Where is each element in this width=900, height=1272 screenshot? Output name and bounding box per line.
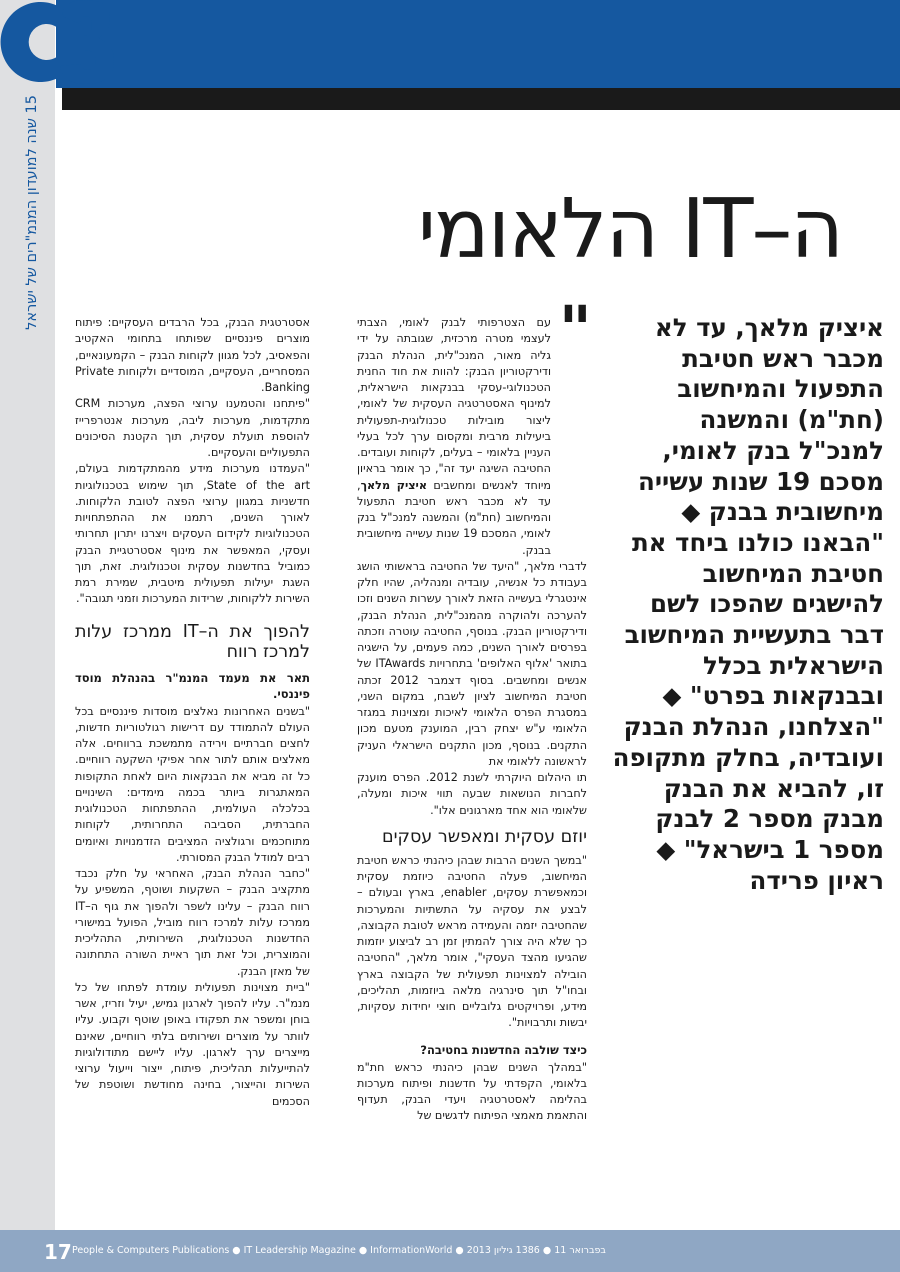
page-footer — [0, 1230, 900, 1272]
paragraph: "כחבר הנהלת הבנק, האחראי על חלק נכבד מתקציב הבנק – השקעות ושוטף, המשפיע על רווח הבנק – עלינו לשפר ולהפוך את גוף ה–IT ממרכז עלות למרכז רווח מוביל, הפועל במישורי החדשנות הטכנולוגית, השירותית, התהליכית והמוצרית, וכל זאת תוך ראיית השורה התחתונה של מאזן הבנק. — [75, 867, 310, 978]
article-intro: איציק מלאך, עד לא מכבר ראש חטיבת התפעול והמיחשוב (חת"מ) והמשנה למנכ"ל בנק לאומי, מסכם 19 שנות עשייה מיחשובית בבנק ◆ "הבאנו כולנו ביחד את חטיבת המיחשוב להישגים שהפכו לשם דבר בתעשיית המיחשוב הישראלית בכלל ובבנקאות בפרט" ◆ "הצלחנו, הנהלת הבנק ועובדיה, בחלק מתקופה זו, להביא את הבנק מבנק מספר 2 לבנק מספר 1 בישראל" ◆ ראיון פרידה — [612, 313, 884, 895]
left-column — [75, 315, 310, 1110]
paragraph: "העמדנו מערכות מידע מהמתקדמות בעולם, State of the art, תוך שימוש בטכנולוגיות חדשניות במגוון ערוצי הפצה לטובת הלקוחות. לאורך השנים, רתמנו את ההתפתחויות הטכנולוגיות לקידום העסקים ויצרנו יתרון תחרותי ועסקי, המאפשר את מינוף אסטרטגיית הבנק כמוביל בחדשנות עסקית וטכנולוגית. זאת, תוך השגת יעילות תפעולית מיטבית, שמירת רמת השירות ללקוחות, שרידות המערכות וזמני תגובה". — [75, 462, 310, 606]
paragraph: "במהלך השנים שבהן כיהנתי כראש חת"מ בלאומי, הקפדתי על חדשנות ופיתוח מערכות בהלימה לאסטרטגיה ויעדי הבנק, תעדוף והתאמת מאמצי הפיתוח לדגשים של — [357, 1060, 587, 1123]
paragraph: אסטרטגית הבנק, בכל הרבדים העסקיים: פיתוח מוצרים פיננסיים שפותחו בתחומי האקטיב והפאסיב, לכל מגוון לקוחות הבנק – הקמעונאיים, המסחריים, העסקיים, המוסדיים ולקוחות Private Banking. — [75, 316, 310, 394]
section-heading: להפוך את ה–IT ממרכז עלות למרכז רווח — [75, 621, 311, 662]
paragraph: תו היהלום היוקרתי לשנת 2012. הפרס מוענק לחברות הנושאות שבעה תווי איכות ומעלה, שלאומי הוא אחד מארגונים אלו". — [357, 771, 587, 817]
header-blue-bar — [56, 0, 900, 88]
paragraph: עם הצטרפותי לבנק לאומי, הצבתי לעצמי מטרה מרכזית, שגובתה על ידי גליה מאור, המנכ"לית, הנהלת הבנק ודירקטוריון הבנק: להוות את חוד החנית הטכנולוגי-עסקי בבנקאות הישראלית, למינוף האסטרטגיה העסקית של לאומי, ליצור מובילות טכנולוגית-תפעולית ביעילות מרבית ומקסום ערך לכל בעלי העניין בלאומי – בעלים, לקוחות ועובדים. החטיבה השיגה יעד זה", כך אומר בראיון מיוחד לאנשים ומחשבים איציק מלאך, עד לא מכבר ראש חטיבת התפעול והמיחשוב (חת"מ) והמשנה למנכ"ל בנק לאומי, המסכם 19 שנות עשייה מיחשובית בבנק. — [357, 316, 551, 557]
quote-mark-icon: " — [558, 292, 592, 367]
article-title: ה–IT הלאומי — [417, 182, 842, 277]
paragraph: "פיתחנו והטמענו ערוצי הפצה, מערכות CRM מתקדמות, מערכות ליבה, מערכות אנטרפרייז להוספת תועלת עסקית, תוך הקטנת הסיכונים התפעוליים והעסקיים. — [75, 397, 310, 459]
page-number: 17 — [44, 1240, 72, 1264]
paragraph: "ביית מצוינות תפעולית עומדת לפתחו של כל מנמ"ר. עליו להפוך לארגון גמיש, יעיל וזריז, אשר בוחן ומשפר את תפקודו באופן שוטף וקבוע. עליו לוותר על מוצרים ושירותים בלתי רווחיים, שאינם מייצרים ערך לארגון. עליו ליישם מתודולוגיות להתייעלות תהליכית, פיתוח, ייצור וייעול ערוצי השירות והייצור, בחינה מחודשת ושוטפת של הסכמים — [75, 980, 310, 1108]
header-black-bar — [62, 88, 900, 110]
paragraph: לדברי מלאך, "היעד של החטיבה בראשותי הושג בעבודת כל אנשיה, עובדיה ומנהליה, שהיו חלק אינטגרלי בעשייה הזאת לאורך עשרות השנים וזכו להערכה ולהוקרה מהמנכ"לית, הנהלת הבנק, ודירקטוריון הבנק. בנוסף, החטיבה עוטרה וזכתה בפרסים לאורך השנים, כמה פעמים, על הישגיה בתואר 'אלוף האלופים' בתחרויות ITAwards של אנשים ומחשבים. בסוף דצמבר 2012 זכתה חטיבת המיחשוב לציון לשבח, במקום השני, במסגרת הפרס הלאומי לאיכות ומצוינות במגזר הלאומי ע"ש יצחק רבין, המוענק מטעם מכון התקנים. בנוסף, מכון התקנים הישראלי העניק לראשונה ללאומי את — [357, 559, 587, 768]
section-heading: יוזם עסקית ומאפשר עסקים — [382, 826, 587, 847]
c3-logo — [0, 0, 120, 88]
paragraph: "במשך השנים הרבות שבהן כיהנתי כראש חטיבת המיחשוב, פעלה החטיבה כיוזמת עסקית וכמאפשרת עסקים, enabler, בארץ ובעולם – לבצע את עסקיה על התשתיות והמערכות שהחטיבה יזמה והעמידה מראש לטובת הקבוצה, כך שלא היה צורך להמתין זמן רב לביצוע יוזמות שהגיעו מהצד העסקי", אומר מלאך, "החטיבה הובילה למצוינות תפעולית של הקבוצה בארץ ובחו"ל תוך סינרגיה מלאה ביוזמות, תהליכים, מידע, ופרויקטים גלובליים חוצי יחידות עסקיות, יבשות ותרבויות". — [357, 853, 587, 1030]
middle-column — [357, 315, 587, 1125]
vertical-tagline — [24, 95, 44, 655]
footer-publication-line: People & Computers Publications ● IT Leadership Magazine ● InformationWorld ● 2013 בפברואר 11 ● 1386 גיליון — [72, 1245, 606, 1256]
vertical-tagline-text: 15 שנה למועדון המנמ"רים של ישראל — [24, 95, 40, 330]
paragraph: "בשנים האחרונות נאלצים מוסדות פיננסיים בכל העולם להתמודד עם דרישות רגולטוריות חדשות, לחצים חברתיים וירידה מתמשכת ברווחים. אלה מאלצים אותם לתור אחר אפיקי השקעה רווחיים. כל זה מביא את הבנקאות היום לאחת התקופות המאתגרות ביותר בכמה מימדים: השינויים בכלכלה העולמית, ההתפתחות הטכנולוגית החברתית, הסביבה התחרותית, לקוחות מתוחכמים ורגולציה המציבים הזדמנויות ואיומים רבים למודל הבנק המסורתי. — [75, 704, 310, 864]
question-heading: כיצד שולבה החדשנות בחטיבה? — [420, 1042, 587, 1057]
question-heading: תאר את מעמד המנמ"ר בהנהלת מוסד פיננסי. — [75, 670, 310, 701]
